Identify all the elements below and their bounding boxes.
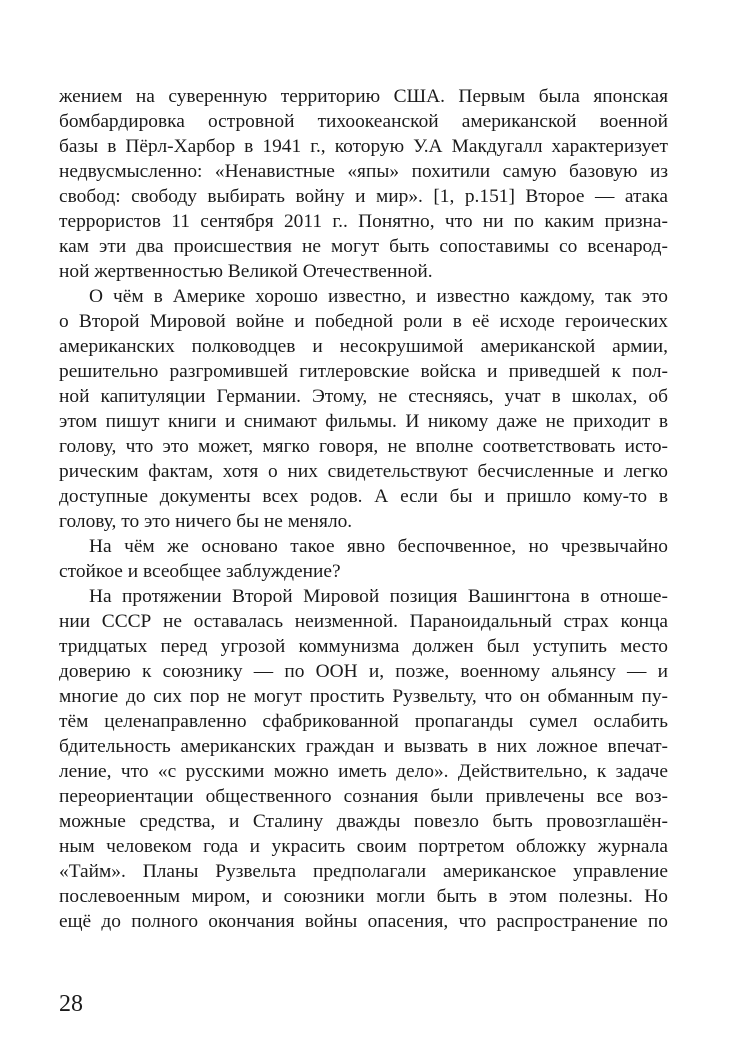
text-line: «Тайм». Планы Рузвельта предполагали американское управление [59,861,668,882]
body-text [59,84,668,934]
text-line: ной жертвенностью Великой Отечественной. [59,261,433,282]
text-line: рическим фактам, хотя о них свидетельствуют бесчисленные и легко [59,461,668,482]
text-line: доверию к союзнику — по ООН и, позже, военному альянсу — и [59,661,668,682]
text-line: ным человеком года и украсить своим портретом обложку журнала [59,836,668,857]
text-line: американских полководцев и несокрушимой американской армии, [59,336,668,357]
text-line: На чём же основано такое явно беспочвенное, но чрезвычайно [89,536,668,557]
text-line: террористов 11 сентября 2011 г.. Понятно, что ни по каким призна- [59,211,668,232]
text-line: ной капитуляции Германии. Этому, не стесняясь, учат в школах, об [59,386,668,407]
text-line: базы в Пёрл-Харбор в 1941 г., которую У.А Макдугалл характеризует [59,136,668,157]
text-line: кам эти два происшествия не могут быть сопоставимы со всенарод- [59,236,668,257]
text-line: многие до сих пор не могут простить Рузвельту, что он обманным пу- [59,686,668,707]
text-line: тридцатых перед угрозой коммунизма должен был уступить место [59,636,668,657]
text-line: голову, то это ничего бы не меняло. [59,511,353,532]
text-line: На протяжении Второй Мировой позиция Вашингтона в отноше- [89,586,668,607]
text-line: бдительность американских граждан и вызвать в них ложное впечат- [59,736,668,757]
text-line: стойкое и всеобщее заблуждение? [59,561,341,582]
text-line: тём целенаправленно сфабрикованной пропаганды сумел ослабить [59,711,668,732]
text-line: нии СССР не оставалась неизменной. Параноидальный страх конца [59,611,668,632]
text-line: послевоенным миром, и союзники могли быть в этом полезны. Но [59,886,668,907]
text-line: голову, что это может, мягко говоря, не вполне соответствовать исто- [59,436,668,457]
text-line: этом пишут книги и снимают фильмы. И никому даже не приходит в [59,411,668,432]
page-number: 28 [59,991,83,1017]
text-line: свобод: свободу выбирать войну и мир». [1, p.151] Второе — атака [59,186,668,207]
text-line: ещё до полного окончания войны опасения, что распространение по [59,911,668,932]
text-line: можные средства, и Сталину дважды повезло быть провозглашён- [59,811,668,832]
text-line: решительно разгромившей гитлеровские войска и приведшей к пол- [59,361,668,382]
text-line: О чём в Америке хорошо известно, и известно каждому, так это [89,286,668,307]
text-line: ление, что «с русскими можно иметь дело». Действительно, к задаче [59,761,668,782]
text-line: о Второй Мировой войне и победной роли в её исходе героических [59,311,668,332]
text-line: переориентации общественного сознания были привлечены все воз- [59,786,668,807]
text-line: бомбардировка островной тихоокеанской американской военной [59,111,668,132]
text-line: жением на суверенную территорию США. Первым была японская [59,86,668,107]
text-line: недвусмысленно: «Ненавистные «япы» похитили самую базовую из [59,161,668,182]
text-line: доступные документы всех родов. А если бы и пришло кому-то в [59,486,668,507]
